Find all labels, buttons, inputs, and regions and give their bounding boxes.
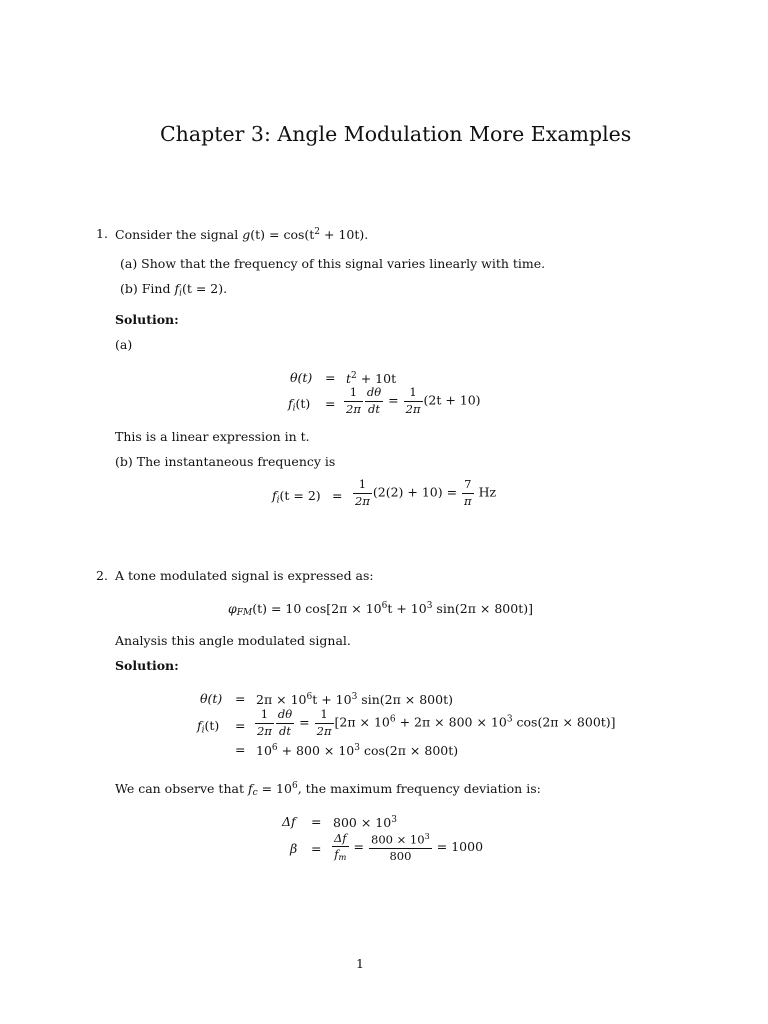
p2-e2-lhs [197,720,219,735]
problem-2-statement: A tone modulated signal is expressed as: [115,568,374,583]
p1-stmt-g: g [242,226,251,242]
p1-eq2-frac-1 [344,387,363,415]
p2-e2-end: (t) [204,718,220,733]
p2-d2-frac-2-num-exp: 3 [424,831,430,841]
p1-eq2-frac-2 [365,387,383,415]
problem-1-statement [115,228,368,241]
p2-e3-a: 10 [256,742,272,758]
p2-e2-equals-2: = [299,714,310,730]
p2-e2-exp1: 6 [389,714,396,725]
p1-eq2-lhs-f: f [288,396,293,411]
p2-observe-sub: c [252,788,258,799]
p2-e2-f: f [197,718,202,733]
p1-eq2-frac-1-den: 2π [346,401,361,416]
p1-stmt-mid: (t) = cos(t [250,226,315,242]
p2-e3-b: + 800 × 10 [277,742,355,758]
p2-d1-rhs [333,816,397,829]
p1-eq3-lhs-sub: i [276,495,280,506]
p1-eq1-rhs-end: + 10t [356,370,397,386]
problem-1-part-a: (a) Show that the frequency of this signal varies linearly with time. [120,256,546,271]
p1-eq2-lhs-end: (t) [295,396,311,411]
p1-eq2-frac-2-num: dθ [365,387,383,402]
p2-phi-sub: FM [236,608,253,619]
p2-observe-b: = 10 [257,780,292,796]
p1-eq3-frac-2-num: 7 [462,479,474,494]
problem-2-number: 2. [96,568,108,583]
p1-eq3-lhs-end: (t = 2) [279,488,321,503]
p1-b-post: (t = 2). [181,281,228,296]
p2-d2-frac-1-num: Δf [332,833,349,848]
p2-d2-frac-2-num-a: 800 × 10 [371,832,425,847]
p2-phi-c: sin(2π × 800t)] [432,600,533,616]
p2-d1-a: 800 × 10 [333,814,392,830]
page-number: 1 [356,956,364,971]
p2-e1-exp2: 3 [351,692,358,702]
p2-e2-equals: = [235,718,246,733]
p2-e1-equals: = [235,691,246,706]
p2-e2-frac-2-den: dt [279,723,292,738]
p2-phi-exp2: 3 [426,601,433,611]
p2-d2-frac-1 [332,830,349,863]
p2-observe-c: , the maximum frequency deviation is: [297,780,541,796]
p1-eq3-rhs [352,479,496,507]
p2-e3-c: cos(2π × 800t) [359,742,459,758]
p1-eq2-tail: (2t + 10) [423,392,481,408]
p1-eq1-rhs-t: t [346,370,352,386]
p2-phi-exp1: 6 [381,601,388,611]
p1-eq2-equals: = [325,396,336,411]
p1-eq3-frac-2 [462,479,474,507]
p1-eq3-frac-2-den: π [464,493,472,508]
p2-e1-lhs: θ(t) [200,691,223,706]
p1-eq3-frac-1-num: 1 [353,479,372,494]
p1-eq1-rhs-exp: 2 [351,371,357,381]
p2-e2-frac-1-num: 1 [255,709,274,724]
p1-eq1-equals: = [325,370,336,385]
p2-d2-equals-2: = [353,838,365,854]
p2-e2-frac-2 [276,709,294,737]
p2-d2-frac-2 [369,832,432,863]
p2-observe-exp: 6 [291,781,298,791]
p2-e2-exp2: 3 [506,714,513,725]
p1-eq3-lhs [272,490,321,505]
p2-e2-frac-3 [315,709,334,737]
p2-e2-frac-2-num: dθ [276,709,294,724]
p1-eq2-frac-2-den: dt [368,401,381,416]
p2-e1-a: 2π × 10 [256,691,307,707]
p2-d2-rhs [331,832,483,863]
problem-1-part-a-label: (a) [115,337,133,352]
p2-observe-text [115,782,541,798]
p1-eq3-unit: Hz [474,484,497,500]
p1-eq2-lhs [288,398,310,413]
p1-part-b-text: (b) The instantaneous frequency is [115,454,336,469]
problem-1-part-b [120,283,227,298]
p1-linear-text: This is a linear expression in t. [115,429,310,444]
p2-e1-c: sin(2π × 800t) [357,691,453,707]
p2-e2-a: [2π × 10 [334,714,390,730]
p2-e2-sub: i [201,725,205,736]
p2-e2-rhs [254,709,616,737]
p1-eq2-frac-3-den: 2π [405,401,421,416]
p2-observe-f: f [247,780,253,796]
p2-d2-frac-1-den-f: f [334,847,339,862]
p2-e1-exp1: 6 [306,692,313,702]
p1-eq3-lhs-f: f [272,488,277,503]
p2-d2-equals: = [311,841,322,856]
p2-analysis-text: Analysis this angle modulated signal. [115,633,351,648]
p1-eq3-frac-1-den: 2π [355,493,370,508]
problem-1-number: 1. [96,226,108,241]
p1-eq2-lhs-sub: i [292,403,296,414]
p1-eq2-equals-2: = [388,392,399,408]
p1-b-sub: i [179,288,182,299]
p2-phi-a: (t) = 10 cos[2π × 10 [252,600,382,616]
chapter-title: Chapter 3: Angle Modulation More Examples [160,122,632,146]
p1-eq1-rhs [346,372,396,385]
p2-e3-rhs [256,744,458,757]
p2-phi: φ [228,600,237,616]
p1-eq2-frac-3-num: 1 [404,387,423,402]
p2-e2-frac-3-den: 2π [316,723,332,738]
p1-eq2-frac-3 [404,387,423,415]
problem-1-solution-label: Solution: [115,312,179,327]
p1-b-pre: (b) Find [120,281,175,296]
p2-d2-tail: = 1000 [432,838,484,854]
p1-eq2-rhs [343,387,481,415]
problem-2-solution-label: Solution: [115,658,179,673]
p2-d1-exp: 3 [391,815,397,825]
p2-d2-frac-2-den: 800 [389,849,412,864]
p2-d1-lhs: Δf [282,814,296,829]
p2-e1-rhs [256,693,453,706]
p2-e3-exp2: 3 [354,743,360,753]
p2-observe-a: We can observe that [115,780,248,796]
p2-phi-equation [228,602,533,618]
p1-stmt-exp: 2 [314,227,321,237]
p2-d1-equals: = [311,814,322,829]
p2-e2-c: cos(2π × 800t)] [512,714,616,730]
p2-e1-b: t + 10 [312,691,352,707]
p1-eq2-frac-1-num: 1 [344,387,363,402]
p1-eq3-equals: = [332,488,343,503]
p2-d2-frac-1-den-sub: m [338,852,347,863]
p1-b-f: f [174,281,180,296]
p2-e2-b: + 2π × 800 × 10 [395,714,507,730]
p1-stmt-text: Consider the signal [115,226,243,242]
p2-e3-equals: = [235,742,246,757]
p1-eq3-frac-1 [353,479,372,507]
p2-e2-frac-1-den: 2π [257,723,272,738]
p2-d2-lhs: β [290,841,298,856]
p2-d2-frac-2-num [369,832,432,849]
p1-eq3-mid: (2(2) + 10) = [372,484,458,500]
p2-e2-frac-3-num: 1 [315,709,334,724]
p1-stmt-end: + 10t). [320,226,369,242]
p1-eq1-lhs: θ(t) [290,370,313,385]
p2-e3-exp1: 6 [271,743,278,753]
p2-e2-frac-1 [255,709,274,737]
p2-phi-b: t + 10 [387,600,427,616]
p2-d2-frac-1-den [332,847,349,861]
